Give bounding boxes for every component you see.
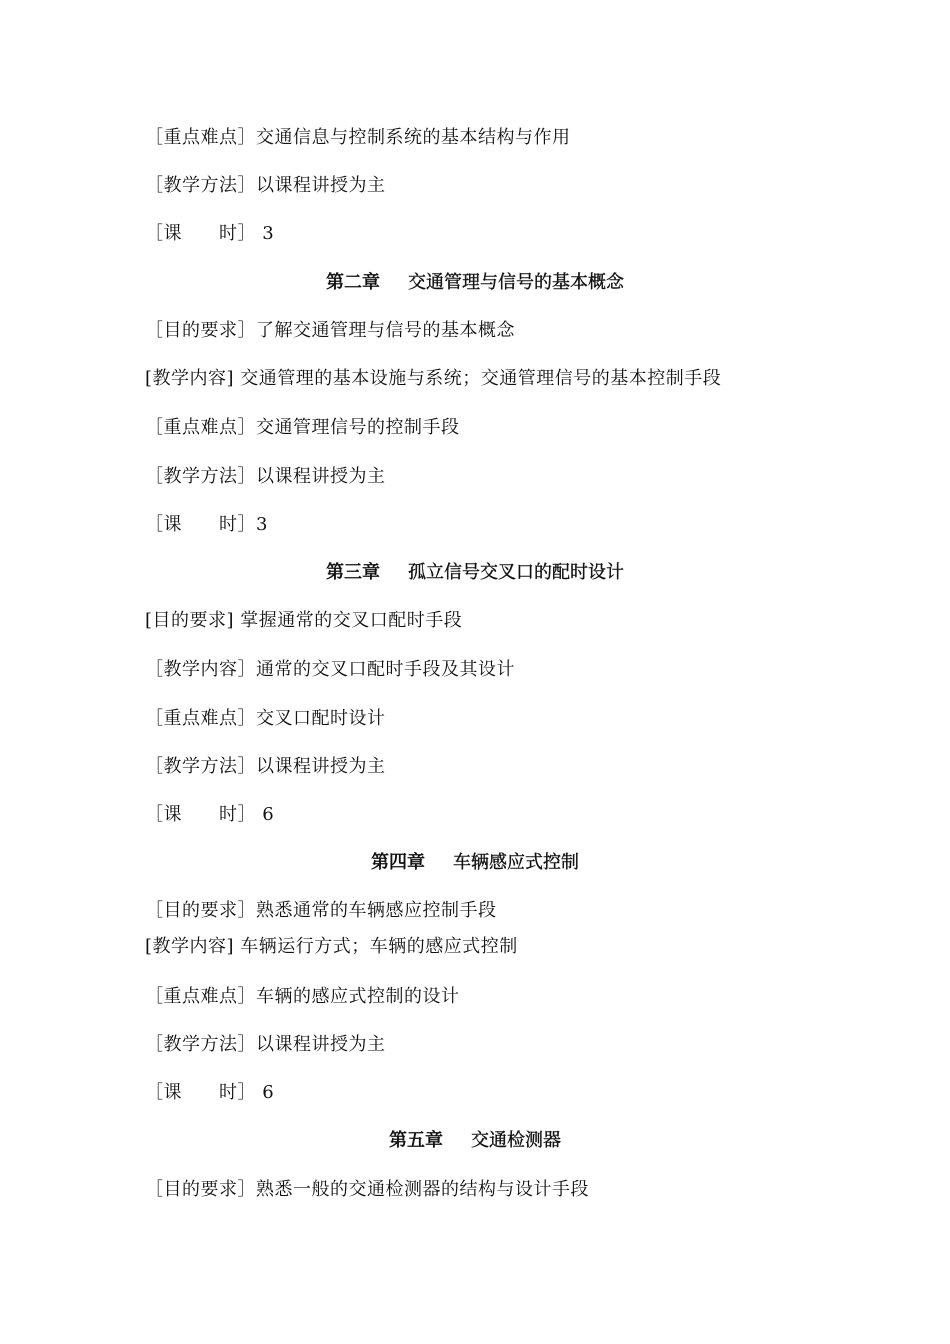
teaching-method-line: ［教学方法］以课程讲授为主 [145,466,386,487]
teaching-method-line: ［教学方法］以课程讲授为主 [145,756,386,777]
teaching-method-line: ［教学方法］以课程讲授为主 [145,175,386,196]
objective-line: ［目的要求］熟悉通常的车辆感应控制手段 [145,900,497,921]
chapter-title: 交通管理与信号的基本概念 [408,272,624,293]
chapter-number: 第五章 [389,1130,443,1151]
objective-line: [目的要求] 掌握通常的交叉口配时手段 [145,610,463,631]
chapter-heading [0,851,950,875]
chapter-title: 孤立信号交叉口的配时设计 [408,562,624,583]
teaching-method-line: ［教学方法］以课程讲授为主 [145,1034,386,1055]
class-hours-line: ［课 时］ 6 [145,1082,275,1103]
chapter-title: 车辆感应式控制 [453,852,579,873]
class-hours-line: ［课 时］ 6 [145,804,275,825]
class-hours-line: ［课 时］3 [145,514,268,535]
chapter-number: 第四章 [371,852,425,873]
chapter-heading [0,561,950,585]
chapter-title: 交通检测器 [471,1130,561,1151]
chapter-number: 第三章 [326,562,380,583]
key-difficulty-line: ［重点难点］交叉口配时设计 [145,708,386,729]
key-difficulty-line: ［重点难点］交通信息与控制系统的基本结构与作用 [145,127,571,148]
key-difficulty-line: ［重点难点］交通管理信号的控制手段 [145,417,460,438]
chapter-heading [0,1129,950,1153]
chapter-number: 第二章 [326,272,380,293]
teaching-content-line: [教学内容] 交通管理的基本设施与系统；交通管理信号的基本控制手段 [145,368,722,389]
teaching-content-line: ［教学内容］通常的交叉口配时手段及其设计 [145,659,515,680]
class-hours-line: ［课 时］ 3 [145,223,275,244]
teaching-content-line: [教学内容] 车辆运行方式；车辆的感应式控制 [145,936,518,957]
objective-line: ［目的要求］了解交通管理与信号的基本概念 [145,320,515,341]
objective-line: ［目的要求］熟悉一般的交通检测器的结构与设计手段 [145,1179,589,1200]
chapter-heading [0,271,950,295]
key-difficulty-line: ［重点难点］车辆的感应式控制的设计 [145,986,460,1007]
